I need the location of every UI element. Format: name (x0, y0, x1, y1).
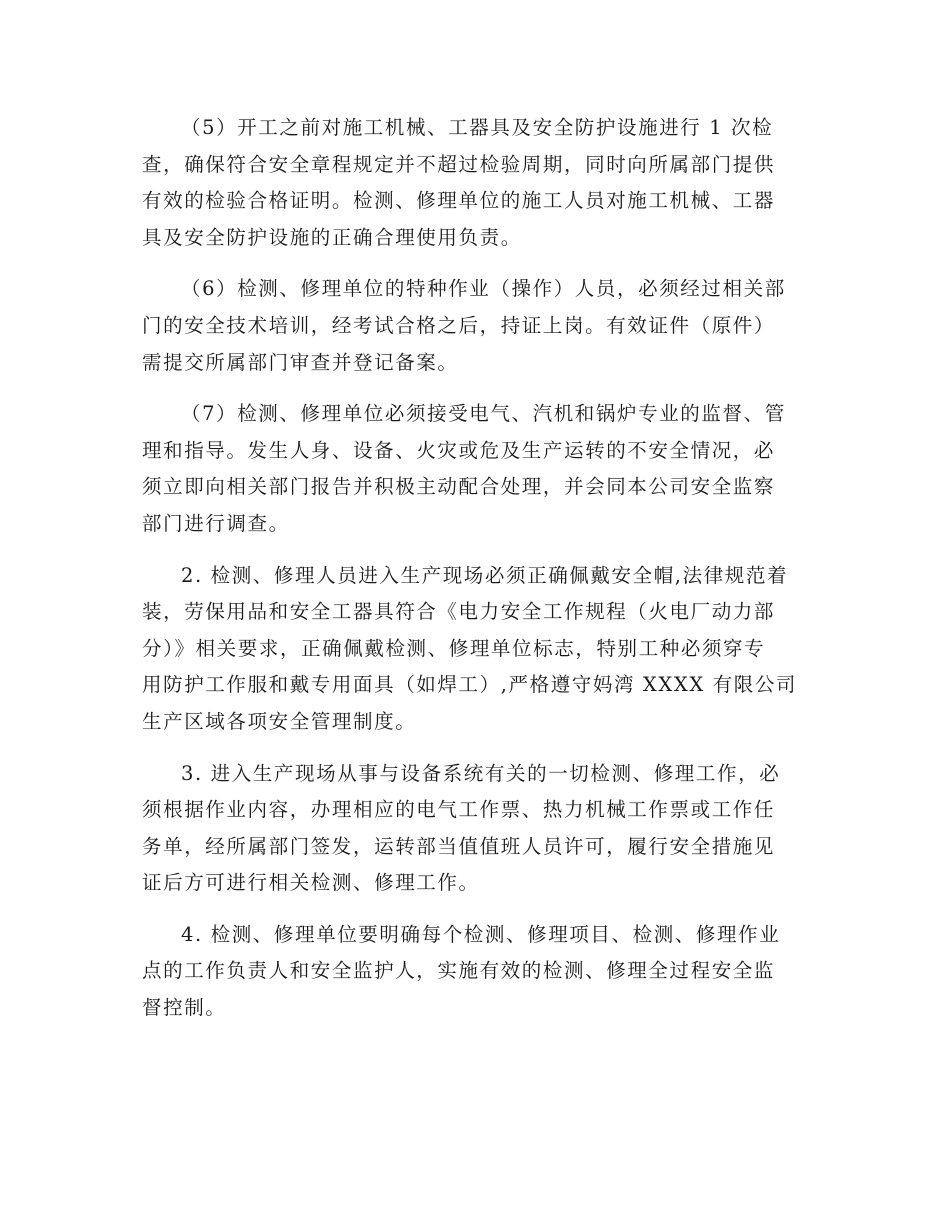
text-line: 须立即向相关部门报告并积极主动配合处理，并会同本公司安全监察 (142, 475, 776, 499)
text-line: （7）检测、修理单位必须接受电气、汽机和锅炉专业的监督、管 (181, 402, 786, 426)
paragraph-item-7 (142, 396, 808, 542)
text-line: 点的工作负责人和安全监护人，实施有效的检测、修理全过程安全监 (142, 959, 776, 983)
paragraph-item-5 (142, 110, 808, 256)
text-line: 部门进行调查。 (142, 511, 290, 535)
text-line: 门的安全技术培训，经考试合格之后，持证上岗。有效证件（原件） (142, 313, 776, 337)
text-line: 查，确保符合安全章程规定并不超过检验周期，同时向所属部门提供 (142, 152, 776, 176)
text-line: 3. 进入生产现场从事与设备系统有关的一切检测、修理工作，必 (181, 761, 781, 785)
document-body (142, 110, 808, 1042)
text-line: 务单，经所属部门签发，运转部当值值班人员许可，履行安全措施见 (142, 834, 776, 858)
text-line: 证后方可进行相关检测、修理工作。 (142, 871, 480, 895)
text-line: 4. 检测、修理单位要明确每个检测、修理项目、检测、修理作业 (181, 922, 781, 946)
text-line: 有效的检验合格证明。检测、修理单位的施工人员对施工机械、工器 (142, 189, 776, 213)
paragraph-item-4 (142, 917, 808, 1027)
text-line: （5）开工之前对施工机械、工器具及安全防护设施进行 1 次检 (181, 116, 774, 139)
text-line: 理和指导。发生人身、设备、火灾或危及生产运转的不安全情况，必 (142, 438, 776, 462)
text-line: 用防护工作服和戴专用面具（如焊工）,严格遵守妈湾 XXXX 有限公司 (142, 673, 798, 697)
paragraph-item-6 (142, 271, 808, 381)
text-line: 2. 检测、修理人员进入生产现场必须正确佩戴安全帽,法律规范着 (181, 563, 789, 587)
text-line: 须根据作业内容，办理相应的电气工作票、热力机械工作票或工作任 (142, 798, 776, 822)
text-line: 生产区域各项安全管理制度。 (142, 709, 417, 733)
paragraph-item-2 (142, 558, 808, 741)
text-line: 需提交所属部门审查并登记备案。 (142, 350, 459, 374)
text-line: （6）检测、修理单位的特种作业（操作）人员，必须经过相关部 (181, 277, 786, 301)
paragraph-item-3 (142, 756, 808, 902)
text-line: 督控制。 (142, 996, 227, 1020)
text-line: 装，劳保用品和安全工器具符合《电力安全工作规程（火电厂动力部 (142, 600, 776, 624)
text-line: 分）》相关要求，正确佩戴检测、修理单位标志，特别工种必须穿专 (142, 636, 766, 660)
text-line: 具及安全防护设施的正确合理使用负责。 (142, 225, 522, 249)
